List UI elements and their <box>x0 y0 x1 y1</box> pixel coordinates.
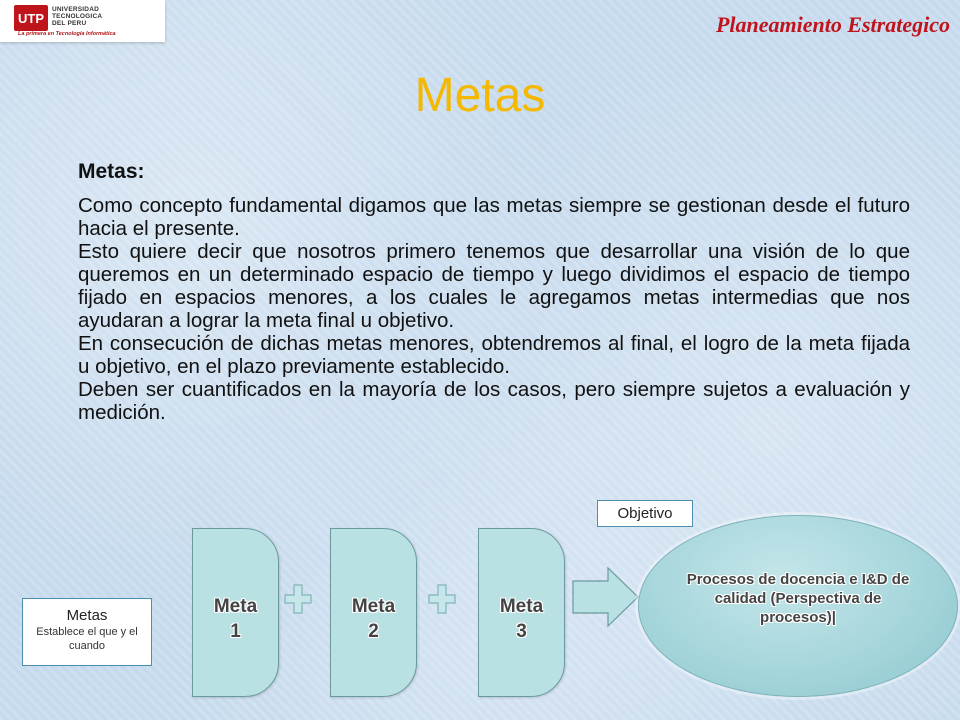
content-body <box>78 160 910 424</box>
logo-university-line3: DEL PERU <box>52 20 87 27</box>
paragraph-2: Esto quiere decir que nosotros primero tenemos que desarrollar una visión de lo que queremos en un determinado espacio de tiempo y luego dividimos el espacio de tiempo fijado en espacios menores, a los cuales le agregamos metas intermedias que nos ayudaran a lograr la meta final u objetivo. <box>78 240 910 332</box>
meta-box-1 <box>192 528 279 697</box>
utp-emblem-icon <box>14 5 48 31</box>
university-logo <box>0 0 165 42</box>
paragraph-3: En consecución de dichas metas menores, obtendremos al final, el logro de la meta fijada u objetivo, en el plazo previamente establecido. <box>78 332 910 378</box>
logo-tagline: La primera en Tecnología Informática <box>18 31 116 37</box>
objective-text: Procesos de docencia e I&D de calidad (Perspectiva de procesos)| <box>686 571 910 626</box>
meta-label-1 <box>193 594 278 644</box>
meta-label-3 <box>479 594 564 644</box>
section-heading: Metas: <box>78 160 145 183</box>
plus-icon <box>284 584 312 614</box>
metas-box-title: Metas <box>66 607 108 624</box>
slide-title: Metas <box>414 69 546 122</box>
meta-word-1: Meta <box>213 596 258 617</box>
meta-number-1: 1 <box>230 621 241 642</box>
meta-number-2: 2 <box>368 621 379 642</box>
svg-text:UTP: UTP <box>18 11 44 26</box>
objective-label-box: Objetivo <box>597 500 693 527</box>
metas-definition-box <box>22 598 152 666</box>
meta-label-2 <box>331 594 416 644</box>
meta-word-3: Meta <box>499 596 544 617</box>
logo-university-line1: UNIVERSIDAD <box>52 6 99 13</box>
course-title: Planeamiento Estrategico <box>715 12 950 37</box>
metas-box-description: Establece el que y el cuando <box>36 626 138 652</box>
objective-ellipse <box>638 515 958 697</box>
meta-box-3 <box>478 528 565 697</box>
arrow-right-icon <box>572 567 640 627</box>
logo-university-line2: TECNOLOGICA <box>52 13 103 20</box>
meta-word-2: Meta <box>351 596 396 617</box>
meta-number-3: 3 <box>516 621 527 642</box>
paragraph-4: Deben ser cuantificados en la mayoría de los casos, pero siempre sujetos a evaluación y medición. <box>78 378 910 424</box>
plus-icon <box>428 584 456 614</box>
paragraph-1: Como concepto fundamental digamos que las metas siempre se gestionan desde el futuro hacia el presente. <box>78 194 910 240</box>
meta-box-2 <box>330 528 417 697</box>
